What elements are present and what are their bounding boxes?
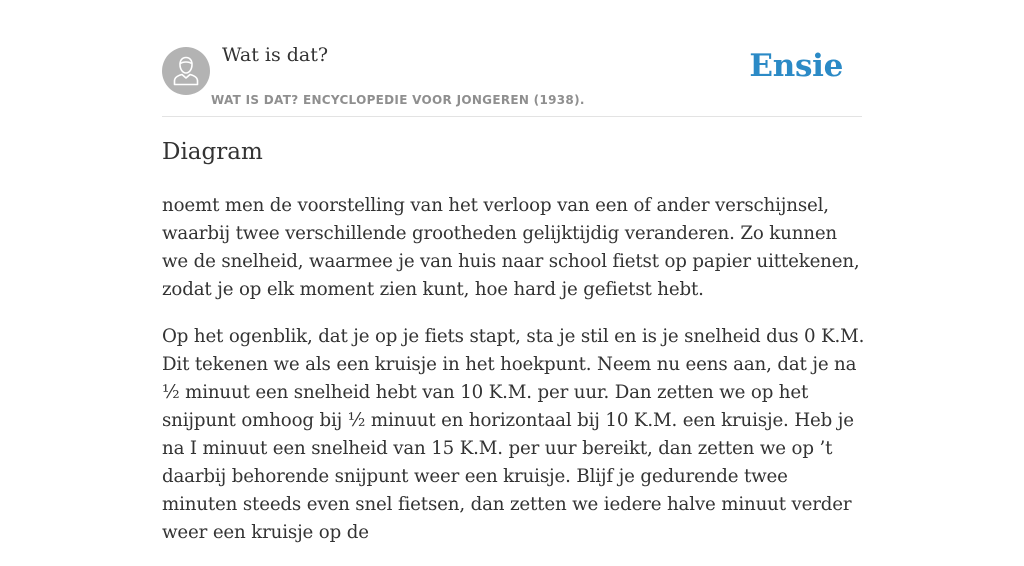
source-header	[162, 0, 862, 117]
source-name[interactable]: Wat is dat?	[222, 44, 329, 66]
source-description: WAT IS DAT? ENCYCLOPEDIE VOOR JONGEREN (1938).	[211, 93, 585, 107]
entry-title: Diagram	[162, 139, 263, 165]
ensie-logo[interactable]: Ensie	[749, 48, 843, 84]
paragraph: noemt men de voorstelling van het verloop van een of ander verschijnsel, waarbij twee verschillende grootheden gelijktijdig veranderen. Zo kunnen we de snelheid, waarmee je van huis naar school fietst op papier uittekenen, zodat je op elk moment zien kunt, hoe hard je gefietst hebt.	[162, 195, 860, 300]
avatar[interactable]	[162, 47, 210, 95]
user-silhouette-icon	[162, 47, 210, 95]
entry-body	[162, 192, 867, 566]
paragraph: Op het ogenblik, dat je op je fiets stapt, sta je stil en is je snelheid dus 0 K.M. Dit tekenen we als een kruisje in het hoekpunt. Neem nu eens aan, dat je na ½ minuut een snelheid hebt van 10 K.M. per uur. Dan zetten we op het snijpunt omhoog bij ½ minuut en horizontaal bij 10 K.M. een kruisje. Heb je na I minuut een snelheid van 15 K.M. per uur bereikt, dan zetten we op ’t daarbij behorende snijpunt weer een kruisje. Blijf je gedurende twee minuten steeds even snel fietsen, dan zetten we iedere halve minuut verder weer een kruisje op de	[162, 326, 865, 543]
